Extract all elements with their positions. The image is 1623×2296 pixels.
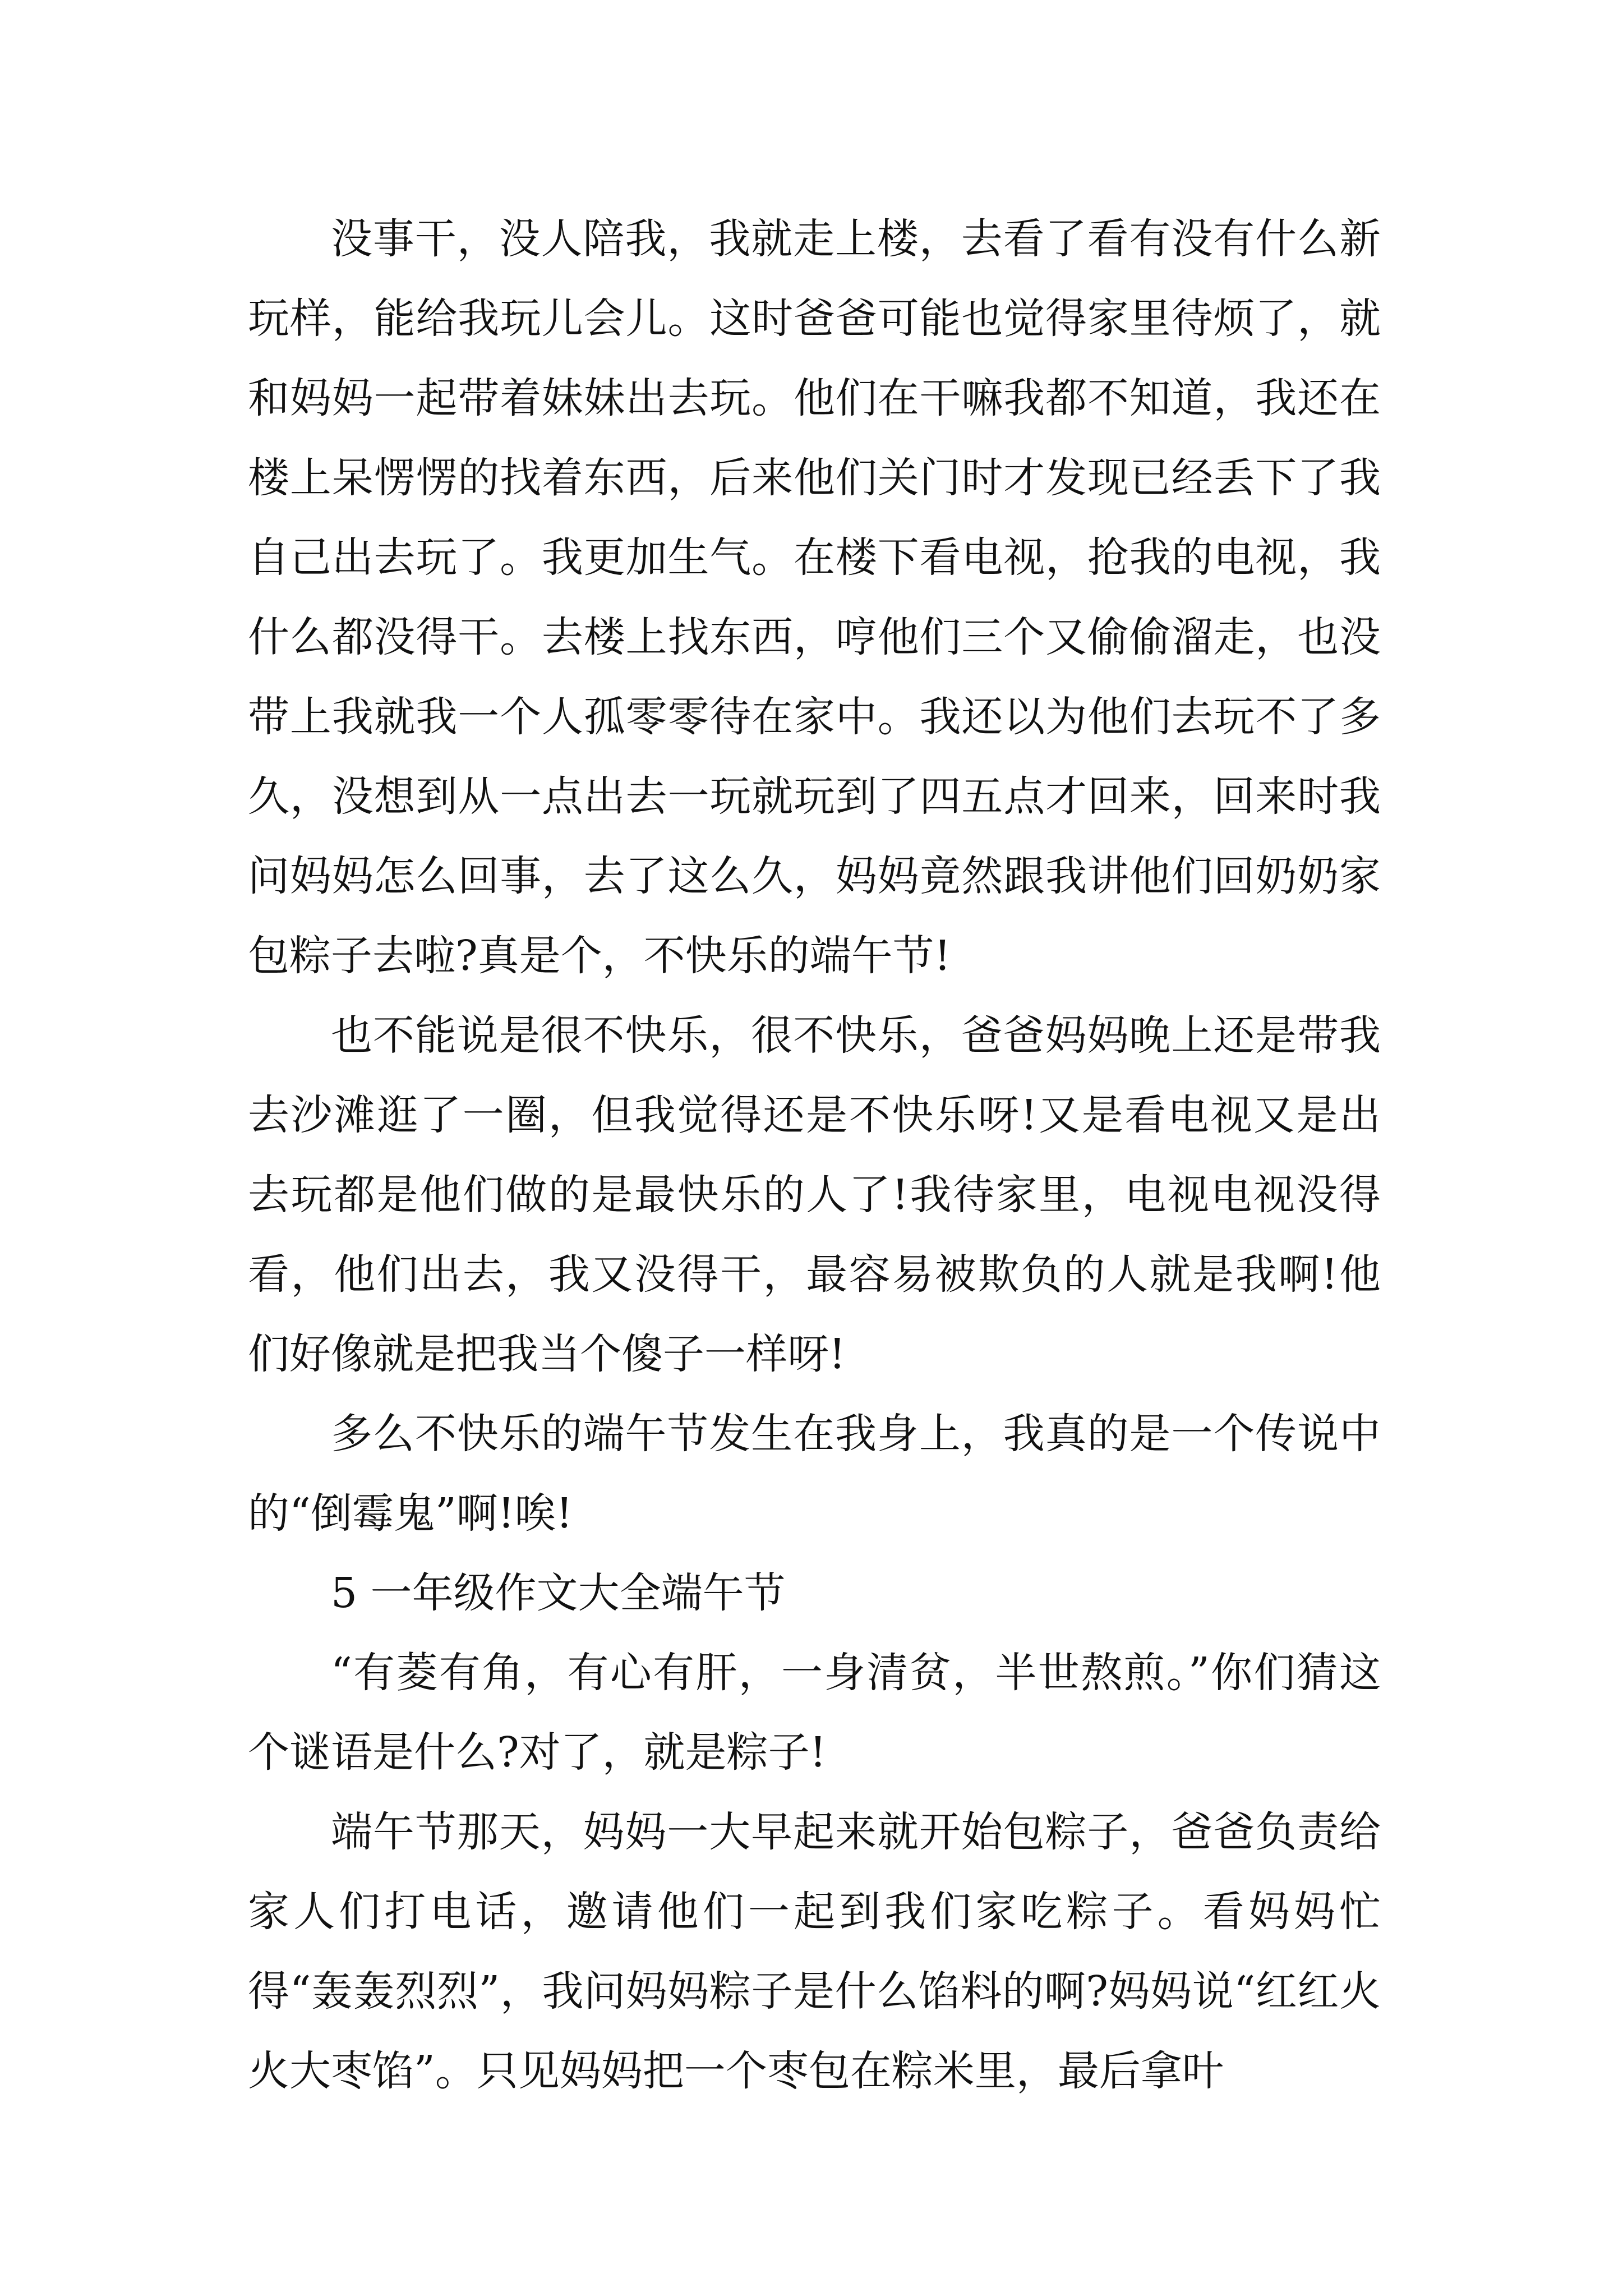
- paragraph-1: 没事干，没人陪我，我就走上楼，去看了看有没有什么新玩样，能给我玩儿会儿。这时爸爸可能也觉得家里待烦了，就和妈妈一起带着妹妹出去玩。他们在干嘛我都不知道，我还在楼上呆愣愣的找着东西，后来他们关门时才发现已经丢下了我自己出去玩了。我更加生气。在楼下看电视，抢我的电视，我什么都没得干。去楼上找东西，哼他们三个又偷偷溜走，也没带上我就我一个人孤零零待在家中。我还以为他们去玩不了多久，没想到从一点出去一玩就玩到了四五点才回来，回来时我问妈妈怎么回事，去了这么久，妈妈竟然跟我讲他们回奶奶家包粽子去啦?真是个，不快乐的端午节!: [248, 215, 1381, 980]
- paragraph-4: “有菱有角，有心有肝，一身清贫，半世熬煎。”你们猜这个谜语是什么?对了，就是粽子!: [248, 1649, 1381, 1777]
- paragraph-2: 也不能说是很不快乐，很不快乐，爸爸妈妈晚上还是带我去沙滩逛了一圈，但我觉得还是不快乐呀!又是看电视又是出去玩都是他们做的是最快乐的人了!我待家里，电视电视没得看，他们出去，我又没得干，最容易被欺负的人就是我啊!他们好像就是把我当个傻子一样呀!: [248, 1011, 1381, 1378]
- document-body: [248, 199, 1381, 2111]
- paragraph-5: 端午节那天，妈妈一大早起来就开始包粽子，爸爸负责给家人们打电话，邀请他们一起到我们家吃粽子。看妈妈忙得“轰轰烈烈”，我问妈妈粽子是什么馅料的啊?妈妈说“红红火火大枣馅”。只见妈妈把一个枣包在粽米里，最后拿叶: [248, 1808, 1381, 2095]
- section-heading: 5 一年级作文大全端午节: [331, 1569, 786, 1617]
- paragraph-3: 多么不快乐的端午节发生在我身上，我真的是一个传说中的“倒霉鬼”啊!唉!: [248, 1410, 1381, 1538]
